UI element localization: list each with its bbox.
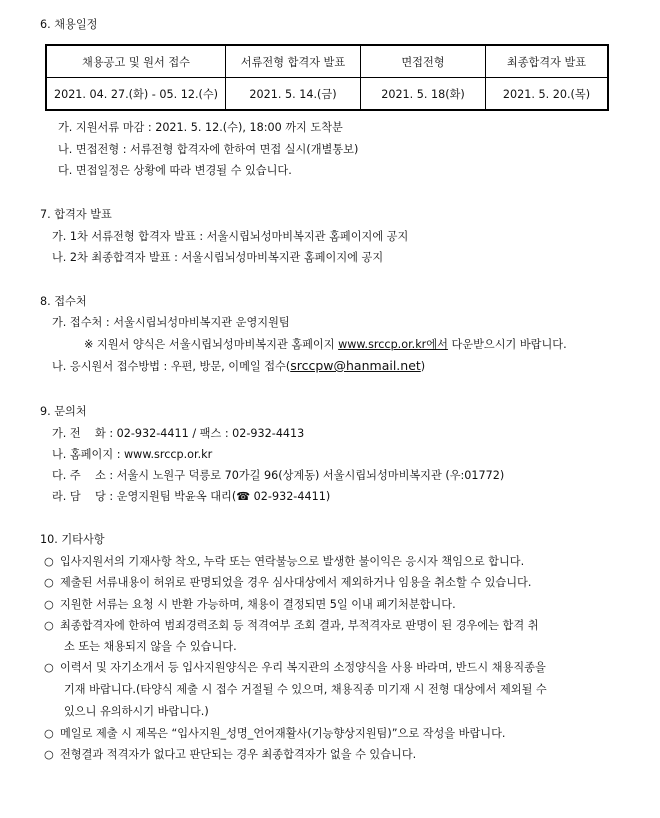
section-9-heading: 9. 문의처: [40, 405, 87, 418]
list-item-text: ): [420, 360, 426, 373]
form-download-note: [84, 336, 567, 352]
list-item-text: 입사지원서의 기재사항 착오, 누락 또는 연락불능으로 발생한 불이익은 응시자 책임으로 합니다.: [60, 555, 525, 568]
bullet-icon: ○: [44, 555, 54, 568]
table-header-cell: 채용공고 및 원서 접수: [46, 45, 226, 78]
list-item: [44, 596, 456, 612]
section-6-heading: 6. 채용일정: [40, 18, 98, 31]
list-item: 가. 접수처 : 서울시립뇌성마비복지관 운영지원팀: [52, 316, 290, 329]
list-item: 라. 담 당 : 운영지원팀 박윤옥 대리(☎ 02-932-4411): [52, 490, 331, 503]
list-item-text: 전형결과 적격자가 없다고 판단되는 경우 최종합격자가 없을 수 있습니다.: [60, 748, 417, 761]
table-cell: 2021. 5. 14.(금): [226, 78, 361, 111]
list-item-text: 이력서 및 자기소개서 등 입사지원양식은 우리 복지관의 소정양식을 사용 바라며, 반드시 채용직종을: [60, 661, 546, 674]
section-8-heading: 8. 접수처: [40, 295, 87, 308]
list-item: 나. 면접전형 : 서류전형 합격자에 한하여 면접 실시(개별통보): [58, 143, 359, 156]
bullet-icon: ○: [44, 661, 54, 674]
list-item: [44, 746, 416, 762]
table-cell: 2021. 5. 20.(목): [486, 78, 609, 111]
list-item-text: 나. 응시원서 접수방법 : 우편, 방문, 이메일 접수(: [52, 360, 291, 373]
list-item: 다. 면접일정은 상황에 따라 변경될 수 있습니다.: [58, 164, 292, 177]
table-cell: 2021. 04. 27.(화) - 05. 12.(수): [46, 78, 226, 111]
table-header-cell: 서류전형 합격자 발표: [226, 45, 361, 78]
list-item: [44, 725, 505, 741]
schedule-table: [45, 44, 609, 111]
list-item: [44, 553, 524, 569]
list-item: [44, 659, 546, 675]
list-item: 가. 지원서류 마감 : 2021. 5. 12.(수), 18:00 까지 도착분: [58, 121, 343, 134]
list-item: 나. 2차 최종합격자 발표 : 서울시립뇌성마비복지관 홈페이지에 공지: [52, 251, 384, 264]
table-cell: 2021. 5. 18(화): [361, 78, 486, 111]
bullet-icon: ○: [44, 576, 54, 589]
list-item-text: 지원한 서류는 요청 시 반환 가능하며, 채용이 결정되면 5일 이내 폐기처분합니다.: [60, 598, 456, 611]
list-item: [52, 358, 425, 374]
table-header-row: [46, 45, 608, 78]
section-10-heading: 10. 기타사항: [40, 533, 105, 546]
section-7-heading: 7. 합격자 발표: [40, 208, 112, 221]
list-item: 나. 홈페이지 : www.srccp.or.kr: [52, 448, 213, 461]
homepage-link[interactable]: www.srccp.or.kr에서: [338, 338, 448, 351]
bullet-icon: ○: [44, 619, 54, 632]
bullet-icon: ○: [44, 727, 54, 740]
note-text: 다운받으시기 바랍니다.: [447, 338, 567, 351]
list-item: [44, 617, 539, 633]
bullet-icon: ○: [44, 748, 54, 761]
table-header-cell: 면접전형: [361, 45, 486, 78]
list-item-continuation: 기재 바랍니다.(타양식 제출 시 접수 거절될 수 있으며, 채용직종 미기재 시 전형 대상에서 제외될 수: [64, 683, 547, 696]
table-row: [46, 78, 608, 111]
list-item-continuation: 소 또는 채용되지 않을 수 있습니다.: [64, 640, 237, 653]
list-item: 다. 주 소 : 서울시 노원구 덕릉로 70가길 96(상계동) 서울시립뇌성마비복지관 (우:01772): [52, 469, 505, 482]
note-text: ※ 지원서 양식은 서울시립뇌성마비복지관 홈페이지: [84, 338, 339, 351]
list-item-text: 최종합격자에 한하여 범죄경력조회 등 적격여부 조회 결과, 부적격자로 판명이 된 경우에는 합격 취: [60, 619, 539, 632]
list-item-text: 제출된 서류내용이 허위로 판명되었을 경우 심사대상에서 제외하거나 임용을 취소할 수 있습니다.: [60, 576, 532, 589]
email-link[interactable]: srccpw@hanmail.net: [290, 358, 421, 373]
table-header-cell: 최종합격자 발표: [486, 45, 609, 78]
list-item: [44, 574, 531, 590]
bullet-icon: ○: [44, 598, 54, 611]
list-item: 가. 1차 서류전형 합격자 발표 : 서울시립뇌성마비복지관 홈페이지에 공지: [52, 230, 409, 243]
list-item: 가. 전 화 : 02-932-4411 / 팩스 : 02-932-4413: [52, 427, 305, 440]
list-item-text: 메일로 제출 시 제목은 “입사지원_성명_언어재활사(기능향상지원팀)”으로 작성을 바랍니다.: [60, 727, 506, 740]
list-item-continuation: 있으니 유의하시기 바랍니다.): [64, 705, 209, 718]
